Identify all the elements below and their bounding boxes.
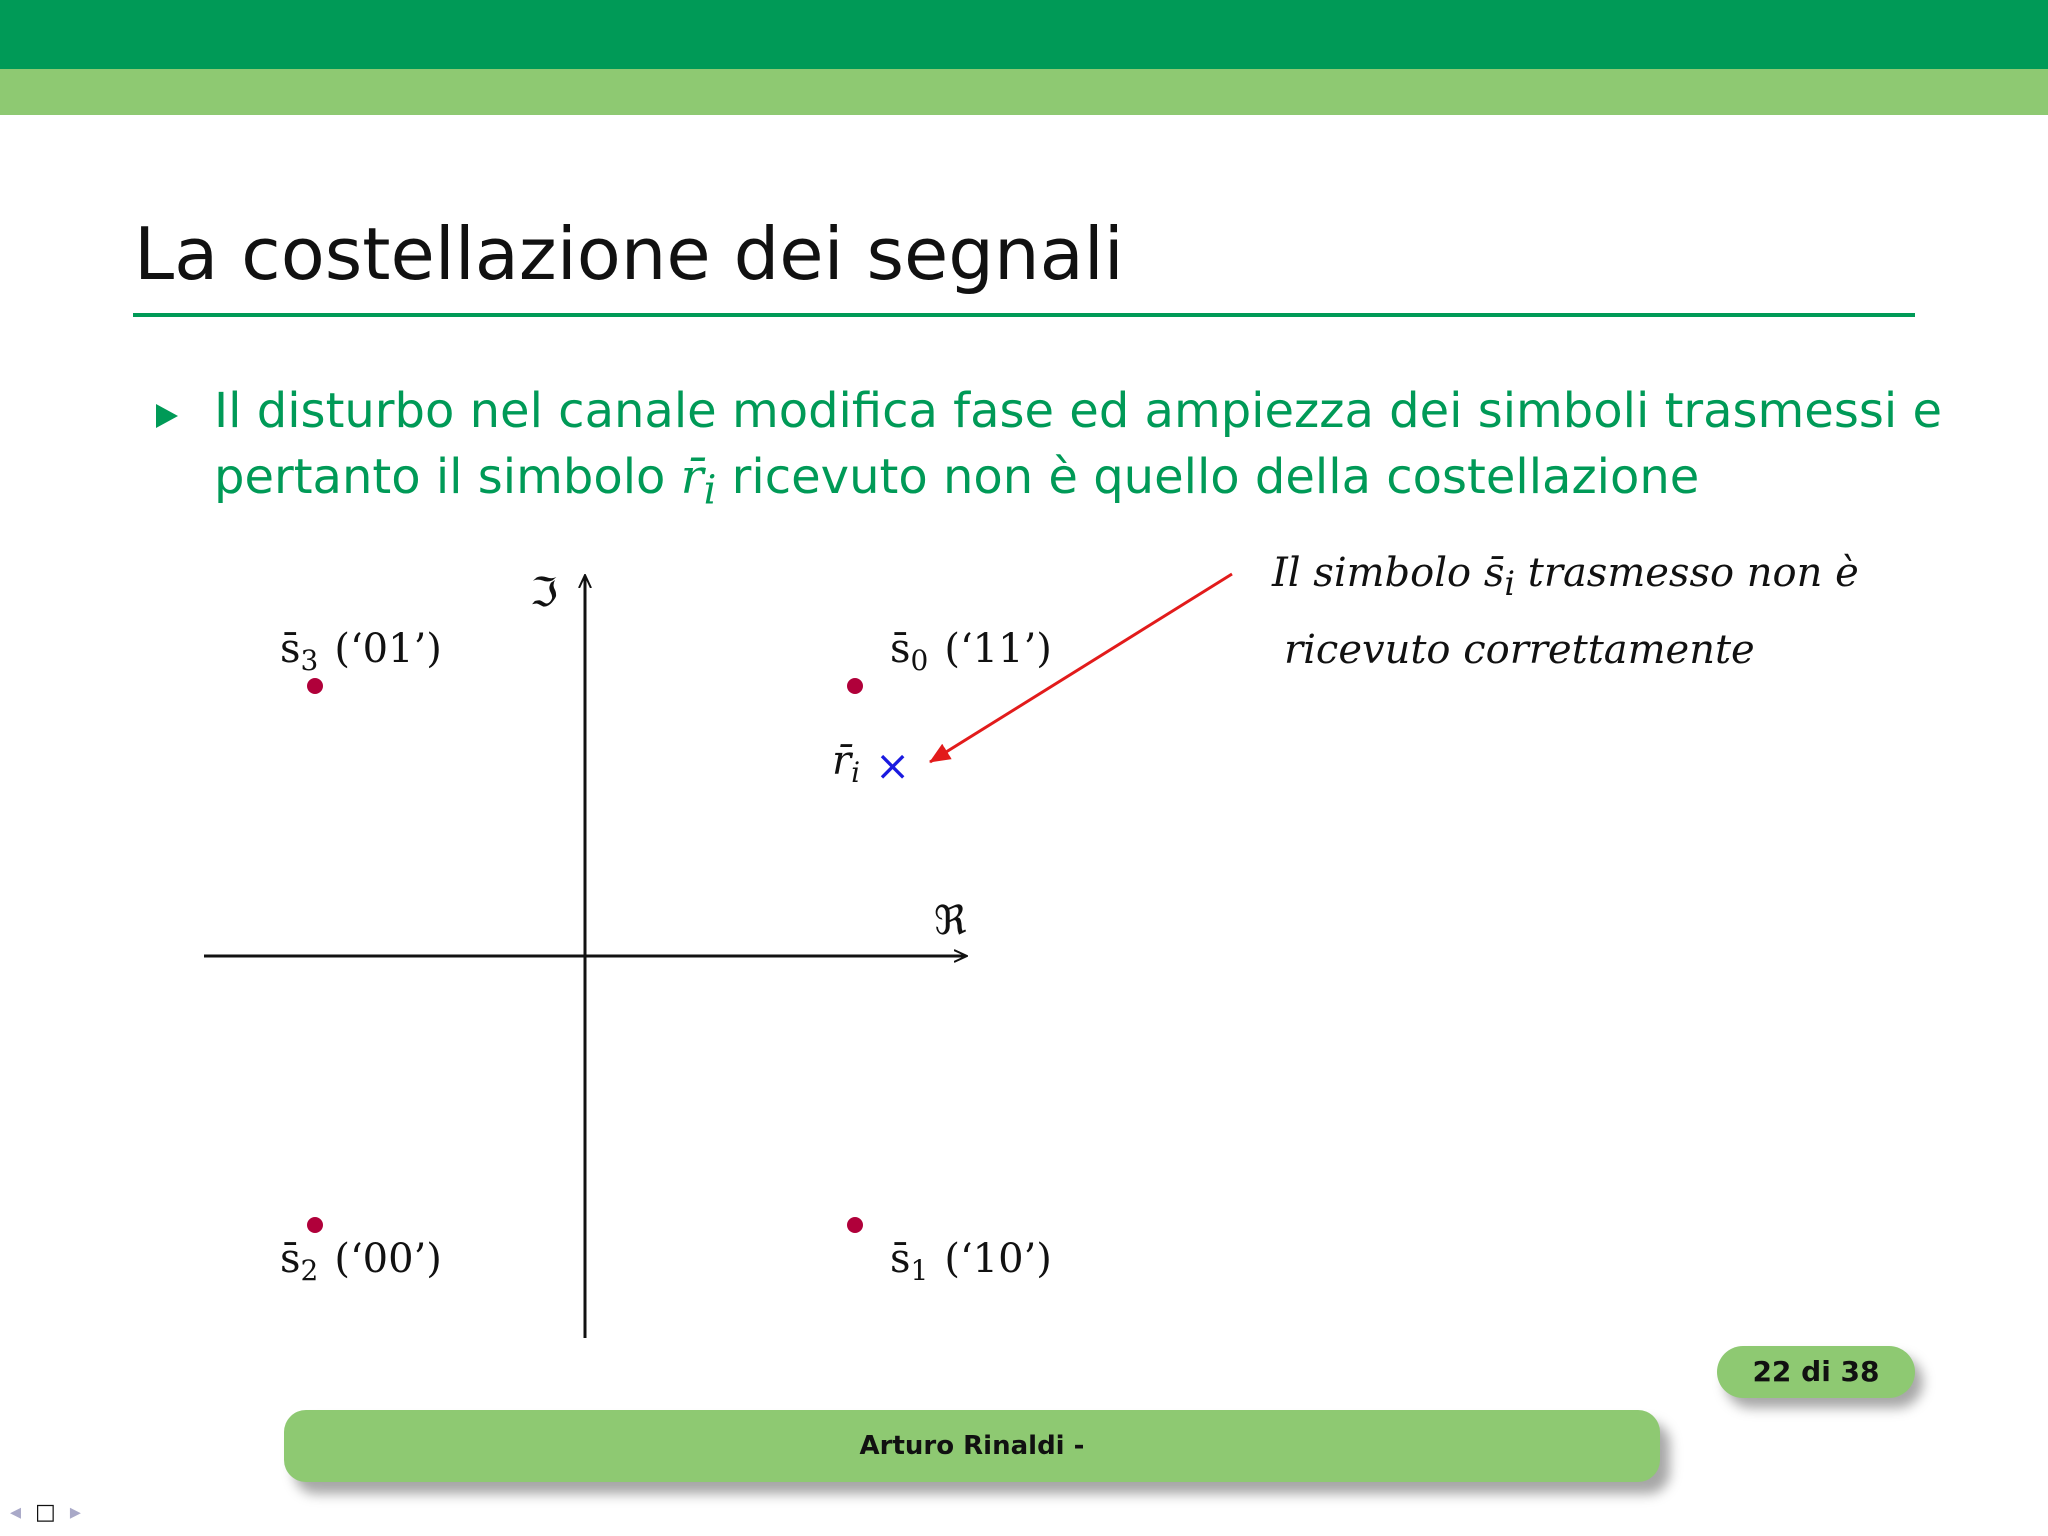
label-s2-code: (‘00’) bbox=[334, 1236, 442, 1282]
note-line-1-end: trasmesso non è bbox=[1515, 550, 1859, 596]
bullet-line-1: Il disturbo nel canale modifica fase ed ampiezza dei simboli trasmessi e bbox=[214, 383, 1942, 439]
bullet-line-2-start: pertanto il simbolo bbox=[214, 449, 681, 505]
label-s3-code: (‘01’) bbox=[334, 626, 442, 672]
footer-author-bar: Arturo Rinaldi - bbox=[284, 1410, 1660, 1482]
note-symbol-sub: i bbox=[1504, 564, 1516, 603]
annotation-note bbox=[1272, 540, 1859, 683]
label-s0-sub: 0 bbox=[910, 644, 929, 677]
bullet-line-2-end: ricevuto non è quello della costellazione bbox=[716, 449, 1700, 505]
note-symbol: s̄ bbox=[1483, 550, 1505, 596]
label-received bbox=[832, 738, 860, 789]
constellation-point-s0 bbox=[847, 678, 863, 694]
label-s1-sub: 1 bbox=[910, 1254, 929, 1287]
label-s2-sub: 2 bbox=[300, 1254, 319, 1287]
label-received-symbol: r̄ bbox=[832, 738, 852, 784]
label-s2-symbol: s̄ bbox=[280, 1236, 301, 1282]
label-s3-sub: 3 bbox=[300, 644, 319, 677]
real-axis-label: ℜ bbox=[934, 898, 967, 944]
received-symbol-inline: r̄ bbox=[680, 449, 704, 505]
label-s0 bbox=[890, 626, 1052, 677]
imaginary-axis-label: ℑ bbox=[530, 570, 558, 616]
constellation-point-s1 bbox=[847, 1217, 863, 1233]
beamer-navigation bbox=[10, 1500, 95, 1525]
page-number-badge: 22 di 38 bbox=[1717, 1346, 1915, 1398]
label-s0-code: (‘11’) bbox=[944, 626, 1052, 672]
received-symbol-inline-sub: i bbox=[703, 467, 717, 514]
constellation-point-s2 bbox=[307, 1217, 323, 1233]
note-line-1 bbox=[1272, 540, 1859, 617]
label-s0-symbol: s̄ bbox=[890, 626, 911, 672]
label-s2 bbox=[280, 1236, 442, 1287]
note-line-1-start: Il simbolo bbox=[1272, 550, 1484, 596]
label-s1-symbol: s̄ bbox=[890, 1236, 911, 1282]
label-s1 bbox=[890, 1236, 1052, 1287]
constellation-point-s3 bbox=[307, 678, 323, 694]
slide-title: La costellazione dei segnali bbox=[134, 212, 1124, 296]
triangle-left-icon[interactable]: ◂ bbox=[10, 1500, 22, 1525]
label-s3 bbox=[280, 626, 442, 677]
label-received-sub: i bbox=[851, 756, 861, 789]
label-s3-symbol: s̄ bbox=[280, 626, 301, 672]
triangle-right-icon[interactable]: ▸ bbox=[69, 1500, 81, 1525]
label-s1-code: (‘10’) bbox=[944, 1236, 1052, 1282]
frame-icon[interactable]: □ bbox=[35, 1500, 56, 1525]
received-point-marker: × bbox=[875, 741, 911, 790]
note-line-2: ricevuto correttamente bbox=[1284, 627, 1755, 673]
